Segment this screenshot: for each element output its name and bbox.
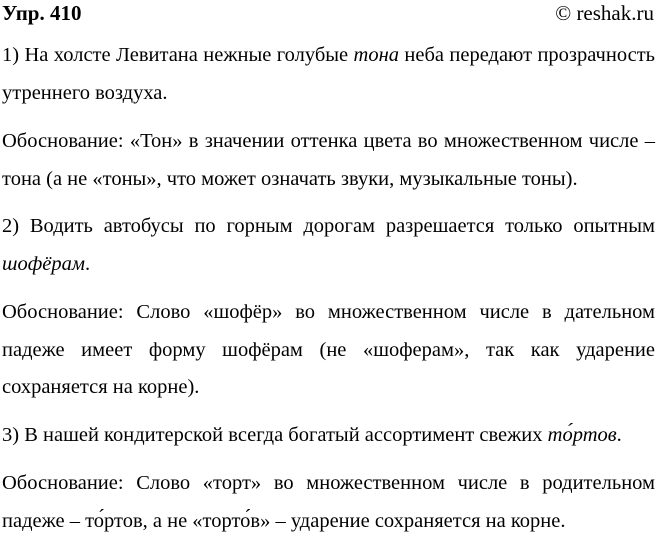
explanation-2: Обоснование: Слово «шофёр» во множественном числе в дательном падеже имеет форму шофёрам (не «шоферам», так как ударение сохраняется на корне). <box>2 301 655 398</box>
source-watermark: © reshak.ru <box>555 1 654 25</box>
explanation-1: Обоснование: «Тон» в значении оттенка цвета во множественном числе – тона (а не «тоны», что может означать звуки, музыкальные тоны). <box>2 130 655 190</box>
sentence-3-before: 3) В нашей кондитерской всегда богатый ассортимент свежих <box>2 423 548 446</box>
exercise-title: Упр. 410 <box>2 1 82 25</box>
sentence-2-after: . <box>84 252 91 275</box>
sentence-2-before: 2) Водить автобусы по горным дорогам разрешается только опытным <box>2 215 655 237</box>
sentence-1-word: тона <box>353 44 399 66</box>
sentence-3-after: . <box>616 423 622 446</box>
sentence-3-word: то́ртов <box>547 423 617 446</box>
sentence-1 <box>2 37 655 112</box>
sentence-2 <box>2 208 655 283</box>
sentence-3 <box>2 417 655 455</box>
explanation-3: Обоснование: Слово «торт» во множественном числе в родительном падеже – то́ртов, а не «торто́в» – ударение сохраняется на корне. <box>2 472 655 532</box>
sentence-1-after: неба передают прозрачность утреннего воздуха. <box>2 44 655 104</box>
sentence-1-before: 1) На холсте Левитана нежные голубые <box>2 44 354 66</box>
sentence-2-word: шофёрам <box>2 252 85 275</box>
exercise-content <box>2 37 655 550</box>
page-header <box>0 0 658 28</box>
